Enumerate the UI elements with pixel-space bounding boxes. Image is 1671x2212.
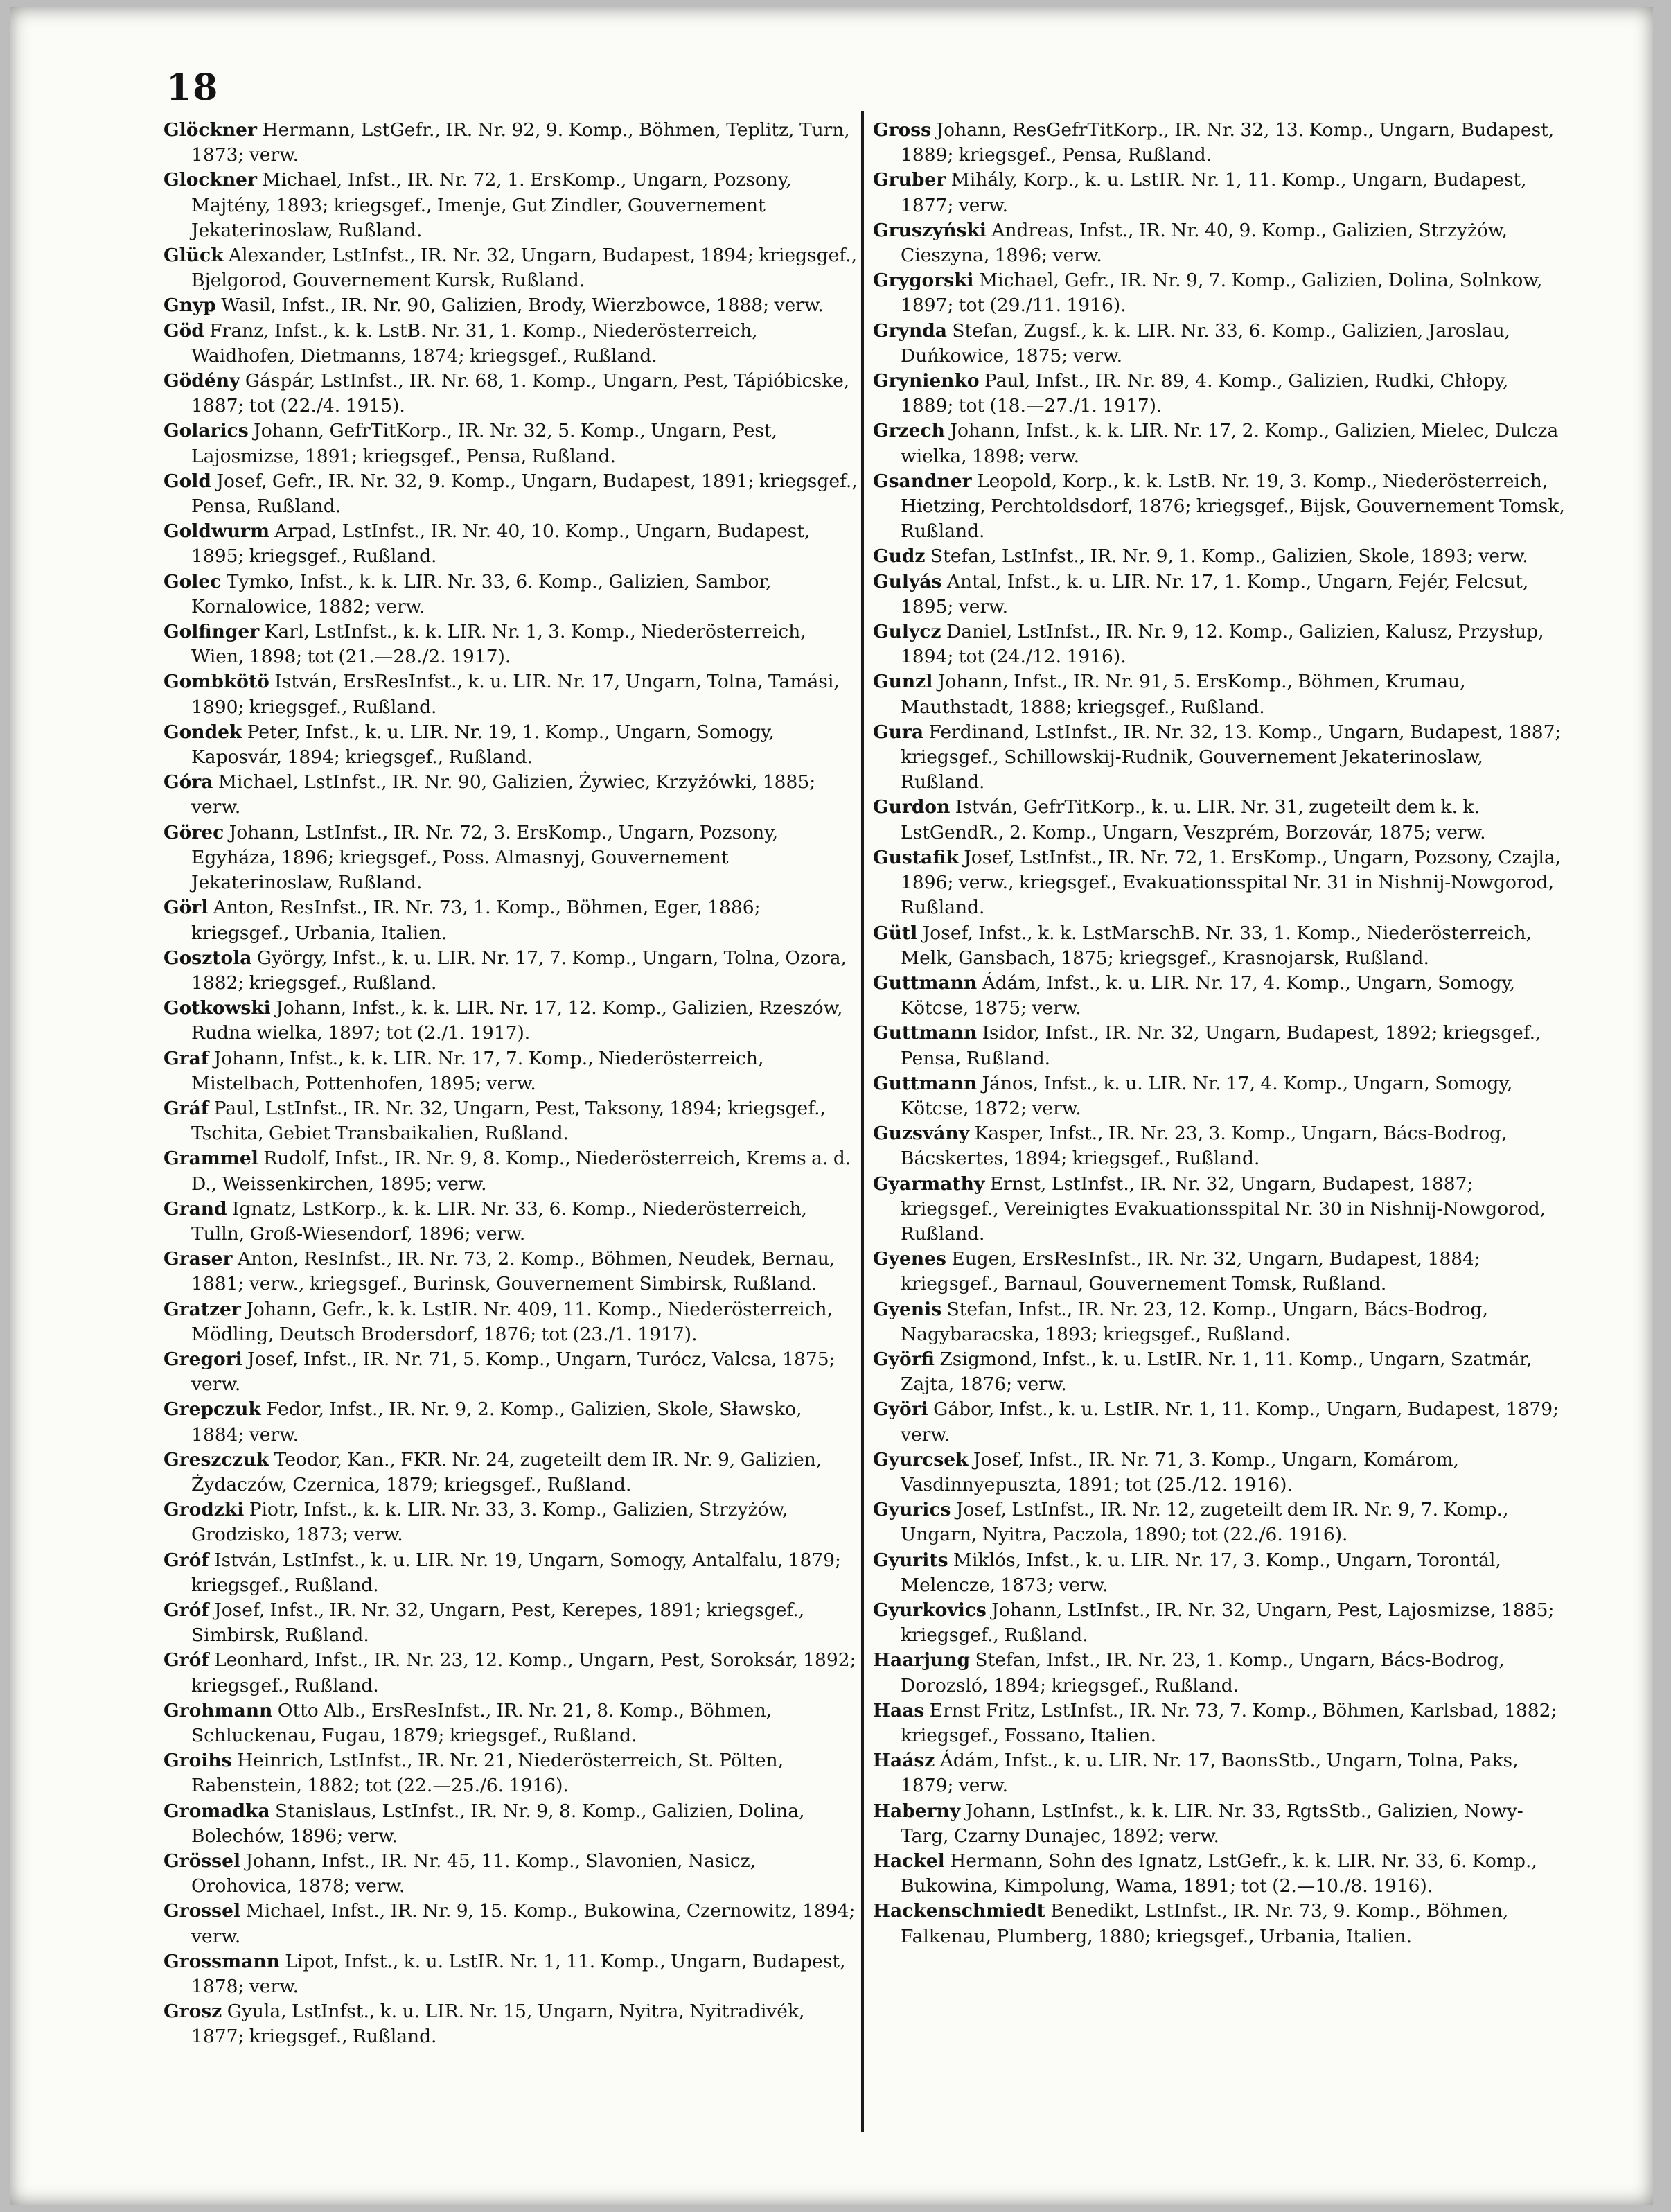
casualty-entry	[873, 1297, 1566, 1347]
casualty-entry	[873, 971, 1566, 1021]
entry-details: Johann, Infst., k. k. LIR. Nr. 17, 12. Komp., Galizien, Rzeszów, Rudna wielka, 1897; tot (2./1. 1917).	[191, 997, 843, 1044]
entry-surname: Gyenes	[873, 1248, 946, 1270]
casualty-entry	[163, 1548, 858, 1598]
entry-details: Johann, GefrTitKorp., IR. Nr. 32, 5. Komp., Ungarn, Pest, Lajosmizse, 1891; kriegsgef., Pensa, Rußland.	[191, 420, 778, 467]
entry-surname: Gratzer	[163, 1298, 241, 1320]
page-number: 18	[166, 67, 220, 109]
column-divider	[861, 111, 864, 2132]
entry-details: Ernst Fritz, LstInfst., IR. Nr. 73, 7. Komp., Böhmen, Karlsbad, 1882; kriegsgef., Fossano, Italien.	[901, 1699, 1557, 1746]
entry-surname: Golfinger	[163, 621, 260, 643]
entry-details: Andreas, Infst., IR. Nr. 40, 9. Komp., Galizien, Strzyżów, Cieszyna, 1896; verw.	[901, 219, 1508, 267]
casualty-entry	[873, 1247, 1566, 1297]
entry-details: Alexander, LstInfst., IR. Nr. 32, Ungarn, Budapest, 1894; kriegsgef., Bjelgorod, Gouvernement Kursk, Rußland.	[191, 245, 857, 292]
entry-details: Josef, Gefr., IR. Nr. 32, 9. Komp., Ungarn, Budapest, 1891; kriegsgef., Pensa, Rußland.	[191, 470, 858, 518]
entry-details: Ferdinand, LstInfst., IR. Nr. 32, 13. Komp., Ungarn, Budapest, 1887; kriegsgef., Schillowskij-Rudnik, Gouvernement Jekaterinoslaw, Rußland.	[901, 721, 1562, 793]
entry-details: Josef, Infst., IR. Nr. 32, Ungarn, Pest, Kerepes, 1891; kriegsgef., Simbirsk, Rußland.	[191, 1599, 805, 1647]
entry-surname: Haberny	[873, 1800, 961, 1822]
casualty-entry	[163, 1799, 858, 1849]
casualty-entry	[163, 1146, 858, 1196]
entry-surname: Gold	[163, 470, 211, 492]
entry-surname: Grodzki	[163, 1499, 245, 1521]
casualty-entry	[873, 1397, 1566, 1447]
entry-details: Ernst, LstInfst., IR. Nr. 32, Ungarn, Budapest, 1887; kriegsgef., Vereinigtes Evakuationsspital Nr. 30 in Nishnij-Nowgorod, Rußland.	[901, 1173, 1546, 1245]
entry-details: Leonhard, Infst., IR. Nr. 23, 12. Komp., Ungarn, Pest, Soroksár, 1892; kriegsgef., Rußland.	[191, 1649, 856, 1696]
entry-surname: Gustafik	[873, 846, 959, 868]
casualty-entry	[163, 1247, 858, 1297]
entry-details: Josef, LstInfst., IR. Nr. 12, zugeteilt dem IR. Nr. 9, 7. Komp., Ungarn, Nyitra, Paczola, 1890; tot (22./6. 1916).	[901, 1499, 1509, 1546]
entry-surname: Grössel	[163, 1850, 241, 1872]
entry-surname: Gondek	[163, 721, 242, 743]
entry-details: Zsigmond, Infst., k. u. LstIR. Nr. 1, 11. Komp., Ungarn, Szatmár, Zajta, 1876; verw.	[901, 1348, 1532, 1396]
entry-surname: Guttmann	[873, 1022, 978, 1044]
casualty-entry	[873, 319, 1566, 369]
entry-surname: Gregori	[163, 1348, 242, 1370]
entry-surname: Haász	[873, 1750, 935, 1772]
casualty-entry	[873, 1347, 1566, 1397]
entry-details: Tymko, Infst., k. k. LIR. Nr. 33, 6. Komp., Galizien, Sambor, Kornalowice, 1882; verw.	[191, 570, 772, 617]
casualty-entry	[163, 1347, 858, 1397]
entry-details: Michael, Gefr., IR. Nr. 9, 7. Komp., Galizien, Dolina, Solnkow, 1897; tot (29./11. 1916).	[901, 270, 1543, 317]
entry-details: Ignatz, LstKorp., k. k. LIR. Nr. 33, 6. Komp., Niederösterreich, Tulln, Groß-Wiesendorf, 1896; verw.	[191, 1197, 808, 1245]
entry-surname: Gross	[873, 119, 932, 141]
entry-surname: Göd	[163, 319, 204, 342]
entry-surname: Greszczuk	[163, 1448, 269, 1471]
entry-surname: Gulyás	[873, 570, 942, 592]
entry-details: Ádám, Infst., k. u. LIR. Nr. 17, 4. Komp., Ungarn, Somogy, Kötcse, 1875; verw.	[901, 972, 1516, 1019]
entry-surname: Guzsvány	[873, 1123, 970, 1145]
entry-surname: Gulycz	[873, 621, 941, 643]
entry-details: Otto Alb., ErsResInfst., IR. Nr. 21, 8. Komp., Böhmen, Schluckenau, Fugau, 1879; kriegsgef., Rußland.	[191, 1699, 772, 1746]
casualty-entry	[163, 1096, 858, 1146]
entry-details: Michael, LstInfst., IR. Nr. 90, Galizien, Żywiec, Krzyżówki, 1885; verw.	[191, 771, 816, 818]
entry-details: Michael, Infst., IR. Nr. 72, 1. ErsKomp., Ungarn, Pozsony, Majtény, 1893; kriegsgef., Imenje, Gut Zindler, Gouvernement Jekaterinoslaw, Rußland.	[191, 169, 792, 241]
entry-surname: Haas	[873, 1699, 925, 1721]
casualty-entry	[163, 1748, 858, 1798]
casualty-entry	[873, 419, 1566, 468]
entry-details: Gyula, LstInfst., k. u. LIR. Nr. 15, Ungarn, Nyitra, Nyitradivék, 1877; kriegsgef., Rußland.	[191, 2001, 805, 2048]
entry-surname: Haarjung	[873, 1649, 970, 1671]
entry-details: Anton, ResInfst., IR. Nr. 73, 1. Komp., Böhmen, Eger, 1886; kriegsgef., Urbania, Italien.	[191, 897, 761, 944]
entry-details: Franz, Infst., k. k. LstB. Nr. 31, 1. Komp., Niederösterreich, Waidhofen, Dietmanns, 1874; kriegsgef., Rußland.	[191, 319, 758, 367]
entry-surname: Grohmann	[163, 1699, 273, 1721]
entry-details: Johann, LstInfst., IR. Nr. 32, Ungarn, Pest, Lajosmizse, 1885; kriegsgef., Rußland.	[901, 1599, 1555, 1647]
entry-surname: Gróf	[163, 1549, 209, 1571]
entry-surname: Hackenschmiedt	[873, 1900, 1045, 1922]
casualty-entry	[873, 268, 1566, 318]
casualty-entry	[163, 1397, 858, 1447]
entry-details: Stanislaus, LstInfst., IR. Nr. 9, 8. Komp., Galizien, Dolina, Bolechów, 1896; verw.	[191, 1800, 805, 1847]
entry-details: Heinrich, LstInfst., IR. Nr. 21, Niederösterreich, St. Pölten, Rabenstein, 1882; tot (22.—25./6. 1916).	[191, 1750, 784, 1797]
casualty-entry	[163, 946, 858, 996]
entry-details: Johann, Infst., k. k. LIR. Nr. 17, 2. Komp., Galizien, Mielec, Dulcza wielka, 1898; verw.	[901, 420, 1559, 467]
entry-surname: Glück	[163, 245, 224, 267]
casualty-entry	[873, 168, 1566, 218]
entry-surname: Gyurkovics	[873, 1599, 987, 1621]
entry-details: Johann, Infst., IR. Nr. 45, 11. Komp., Slavonien, Nasicz, Orohovica, 1878; verw.	[191, 1850, 757, 1897]
entry-surname: Hackel	[873, 1850, 945, 1872]
entry-details: Arpad, LstInfst., IR. Nr. 40, 10. Komp., Ungarn, Budapest, 1895; kriegsgef., Rußland.	[191, 520, 811, 568]
casualty-entry	[163, 1197, 858, 1247]
entry-details: Wasil, Infst., IR. Nr. 90, Galizien, Brody, Wierzbowce, 1888; verw.	[221, 295, 824, 317]
entry-details: Gábor, Infst., k. u. LstIR. Nr. 1, 11. Komp., Ungarn, Budapest, 1879; verw.	[901, 1398, 1559, 1446]
entry-surname: Grygorski	[873, 270, 974, 292]
casualty-entry	[873, 570, 1566, 620]
entry-details: Peter, Infst., k. u. LIR. Nr. 19, 1. Komp., Ungarn, Somogy, Kaposvár, 1894; kriegsgef., Rußland.	[191, 721, 775, 769]
casualty-entry	[163, 369, 858, 419]
entry-details: Michael, Infst., IR. Nr. 9, 15. Komp., Bukowina, Czernowitz, 1894; verw.	[191, 1900, 856, 1947]
entry-details: Stefan, Zugsf., k. k. LIR. Nr. 33, 6. Komp., Galizien, Jaroslau, Duńkowice, 1875; verw.	[901, 319, 1511, 367]
casualty-entry	[163, 118, 858, 168]
casualty-entry	[163, 243, 858, 293]
entry-details: Hermann, Sohn des Ignatz, LstGefr., k. k. LIR. Nr. 33, 6. Komp., Bukowina, Kimpolung, Wama, 1891; tot (2.—10./8. 1916).	[901, 1850, 1537, 1897]
left-column	[163, 118, 858, 2050]
entry-details: Gáspár, LstInfst., IR. Nr. 68, 1. Komp., Ungarn, Pest, Tápióbicske, 1887; tot (22./4. 1915).	[191, 370, 850, 417]
right-column	[873, 118, 1566, 1949]
casualty-entry	[163, 895, 858, 945]
casualty-entry	[873, 1498, 1566, 1547]
entry-details: Teodor, Kan., FKR. Nr. 24, zugeteilt dem IR. Nr. 9, Galizien, Żydaczów, Czernica, 1879; kriegsgef., Rußland.	[191, 1448, 822, 1495]
entry-details: Antal, Infst., k. u. LIR. Nr. 17, 1. Komp., Ungarn, Fejér, Felcsut, 1895; verw.	[901, 570, 1529, 617]
entry-details: Rudolf, Infst., IR. Nr. 9, 8. Komp., Niederösterreich, Krems a. d. D., Weissenkirchen, 1895; verw.	[191, 1148, 851, 1195]
casualty-entry	[873, 720, 1566, 796]
entry-details: János, Infst., k. u. LIR. Nr. 17, 4. Komp., Ungarn, Somogy, Kötcse, 1872; verw.	[901, 1072, 1513, 1119]
casualty-entry	[873, 620, 1566, 669]
casualty-entry	[163, 1949, 858, 1999]
entry-surname: Grossmann	[163, 1950, 280, 1972]
casualty-entry	[163, 1448, 858, 1498]
entry-details: Benedikt, LstInfst., IR. Nr. 73, 9. Komp., Böhmen, Falkenau, Plumberg, 1880; kriegsgef., Urbania, Italien.	[901, 1900, 1509, 1947]
document-page	[10, 7, 1653, 2205]
entry-surname: Góra	[163, 771, 213, 793]
entry-details: Josef, Infst., k. k. LstMarschB. Nr. 33, 1. Komp., Niederösterreich, Melk, Gansbach, 1875; kriegsgef., Krasnojarsk, Rußland.	[901, 922, 1532, 969]
entry-surname: Grammel	[163, 1148, 258, 1170]
entry-details: Paul, Infst., IR. Nr. 89, 4. Komp., Galizien, Rudki, Chłopy, 1889; tot (18.—27./1. 1917).	[901, 370, 1509, 417]
entry-details: Josef, LstInfst., IR. Nr. 72, 1. ErsKomp., Ungarn, Pozsony, Czajla, 1896; verw., kriegsgef., Evakuationsspital Nr. 31 in Nishnij-Nowgorod, Rußland.	[901, 846, 1562, 919]
entry-surname: Graser	[163, 1248, 233, 1270]
entry-surname: Gruber	[873, 169, 946, 191]
entry-surname: Gombkötö	[163, 671, 269, 693]
casualty-entry	[163, 1999, 858, 2049]
casualty-entry	[163, 293, 858, 318]
casualty-entry	[873, 1849, 1566, 1899]
casualty-entry	[873, 1448, 1566, 1498]
entry-surname: Gosztola	[163, 947, 252, 969]
entry-surname: Grynienko	[873, 370, 980, 392]
casualty-entry	[873, 669, 1566, 719]
entry-details: Johann, Gefr., k. k. LstIR. Nr. 409, 11. Komp., Niederösterreich, Mödling, Deutsch Brodersdorf, 1876; tot (23./1. 1917).	[191, 1298, 833, 1345]
entry-details: Mihály, Korp., k. u. LstIR. Nr. 1, 11. Komp., Ungarn, Budapest, 1877; verw.	[901, 169, 1527, 216]
entry-surname: Görl	[163, 897, 209, 919]
entry-surname: Gudz	[873, 545, 926, 568]
casualty-entry	[873, 218, 1566, 268]
casualty-entry	[163, 1698, 858, 1748]
casualty-entry	[873, 845, 1566, 921]
casualty-entry	[163, 469, 858, 519]
entry-details: Johann, ResGefrTitKorp., IR. Nr. 32, 13. Komp., Ungarn, Budapest, 1889; kriegsgef., Pensa, Rußland.	[901, 119, 1555, 166]
casualty-entry	[873, 1598, 1566, 1648]
casualty-entry	[163, 570, 858, 620]
casualty-entry	[163, 1498, 858, 1547]
entry-details: Hermann, LstGefr., IR. Nr. 92, 9. Komp., Böhmen, Teplitz, Turn, 1873; verw.	[191, 119, 850, 166]
entry-surname: Gotkowski	[163, 997, 271, 1019]
entry-details: Kasper, Infst., IR. Nr. 23, 3. Komp., Ungarn, Bács-Bodrog, Bácskertes, 1894; kriegsgef., Rußland.	[901, 1123, 1508, 1170]
casualty-entry	[873, 1648, 1566, 1698]
casualty-entry	[873, 1748, 1566, 1798]
casualty-entry	[163, 620, 858, 669]
entry-surname: Groihs	[163, 1750, 232, 1772]
entry-surname: Graf	[163, 1047, 209, 1069]
entry-details: Paul, LstInfst., IR. Nr. 32, Ungarn, Pest, Taksony, 1894; kriegsgef., Tschita, Gebiet Transbaikalien, Rußland.	[191, 1097, 826, 1145]
casualty-entry	[163, 820, 858, 896]
entry-surname: Gura	[873, 721, 924, 743]
casualty-entry	[873, 369, 1566, 419]
entry-surname: Gunzl	[873, 671, 933, 693]
casualty-entry	[873, 1548, 1566, 1598]
entry-details: Stefan, Infst., IR. Nr. 23, 12. Komp., Ungarn, Bács-Bodrog, Nagybaracska, 1893; kriegsgef., Rußland.	[901, 1298, 1488, 1345]
casualty-entry	[163, 1899, 858, 1949]
entry-surname: Glockner	[163, 169, 257, 191]
entry-surname: Gütl	[873, 922, 918, 944]
casualty-entry	[163, 1648, 858, 1698]
entry-details: Isidor, Infst., IR. Nr. 32, Ungarn, Budapest, 1892; kriegsgef., Pensa, Rußland.	[901, 1022, 1541, 1069]
entry-surname: Grossel	[163, 1900, 241, 1922]
entry-surname: Gromadka	[163, 1800, 270, 1822]
entry-details: Johann, Infst., k. k. LIR. Nr. 17, 7. Komp., Niederösterreich, Mistelbach, Pottenhofen, 1895; verw.	[191, 1047, 764, 1094]
entry-details: Josef, Infst., IR. Nr. 71, 5. Komp., Ungarn, Turócz, Valcsa, 1875; verw.	[191, 1348, 836, 1396]
entry-surname: Grand	[163, 1197, 227, 1220]
entry-details: István, LstInfst., k. u. LIR. Nr. 19, Ungarn, Somogy, Antalfalu, 1879; kriegsgef., Rußland.	[191, 1549, 841, 1596]
entry-details: Johann, LstInfst., IR. Nr. 72, 3. ErsKomp., Ungarn, Pozsony, Egyháza, 1896; kriegsgef., Poss. Almasnyj, Gouvernement Jekaterinoslaw, Rußland.	[191, 821, 779, 894]
casualty-entry	[163, 168, 858, 243]
casualty-entry	[873, 469, 1566, 545]
entry-details: György, Infst., k. u. LIR. Nr. 17, 7. Komp., Ungarn, Tolna, Ozora, 1882; kriegsgef., Rußland.	[191, 947, 847, 994]
entry-details: Josef, Infst., IR. Nr. 71, 3. Komp., Ungarn, Komárom, Vasdinnyepuszta, 1891; tot (25./12. 1916).	[901, 1448, 1460, 1495]
entry-surname: Gurdon	[873, 796, 951, 818]
entry-details: Stefan, LstInfst., IR. Nr. 9, 1. Komp., Galizien, Skole, 1893; verw.	[930, 545, 1528, 568]
entry-surname: Gödény	[163, 370, 240, 392]
entry-surname: Guttmann	[873, 1072, 978, 1094]
casualty-entry	[873, 1899, 1566, 1949]
entry-surname: Gráf	[163, 1097, 209, 1119]
entry-surname: Goldwurm	[163, 520, 269, 543]
casualty-entry	[873, 795, 1566, 845]
casualty-entry	[873, 1799, 1566, 1849]
casualty-entry	[163, 419, 858, 468]
entry-surname: Golec	[163, 570, 222, 592]
casualty-entry	[873, 118, 1566, 168]
casualty-entry	[873, 1021, 1566, 1071]
entry-details: Eugen, ErsResInfst., IR. Nr. 32, Ungarn, Budapest, 1884; kriegsgef., Barnaul, Gouvernement Tomsk, Rußland.	[901, 1248, 1480, 1295]
entry-details: Leopold, Korp., k. k. LstB. Nr. 19, 3. Komp., Niederösterreich, Hietzing, Perchtoldsdorf, 1876; kriegsgef., Bijsk, Gouvernement Tomsk, Rußland.	[901, 470, 1565, 543]
casualty-entry	[163, 1598, 858, 1648]
entry-details: Johann, Infst., IR. Nr. 91, 5. ErsKomp., Böhmen, Krumau, Mauthstadt, 1888; kriegsgef., Rußland.	[901, 671, 1466, 718]
entry-surname: Görec	[163, 821, 224, 843]
casualty-entry	[163, 770, 858, 820]
entry-details: Lipot, Infst., k. u. LstIR. Nr. 1, 11. Komp., Ungarn, Budapest, 1878; verw.	[191, 1950, 846, 1998]
casualty-entry	[873, 1698, 1566, 1748]
entry-surname: Gsandner	[873, 470, 972, 492]
entry-surname: Gyurits	[873, 1549, 948, 1571]
casualty-entry	[163, 1849, 858, 1899]
entry-surname: Gyarmathy	[873, 1173, 985, 1195]
entry-surname: Gróf	[163, 1599, 209, 1621]
entry-surname: Gnyp	[163, 295, 216, 317]
casualty-entry	[163, 519, 858, 569]
entry-details: Miklós, Infst., k. u. LIR. Nr. 17, 3. Komp., Ungarn, Torontál, Melencze, 1873; verw.	[901, 1549, 1501, 1596]
casualty-entry	[163, 1297, 858, 1347]
entry-surname: Gyurcsek	[873, 1448, 969, 1471]
entry-details: Anton, ResInfst., IR. Nr. 73, 2. Komp., Böhmen, Neudek, Bernau, 1881; verw., kriegsgef., Burinsk, Gouvernement Simbirsk, Rußland.	[191, 1248, 836, 1295]
entry-surname: Grynda	[873, 319, 947, 342]
casualty-entry	[873, 1071, 1566, 1121]
casualty-entry	[163, 669, 858, 719]
entry-surname: Gróf	[163, 1649, 209, 1671]
casualty-entry	[163, 996, 858, 1046]
casualty-entry	[163, 720, 858, 770]
entry-details: Fedor, Infst., IR. Nr. 9, 2. Komp., Galizien, Skole, Sławsko, 1884; verw.	[191, 1398, 802, 1446]
entry-details: István, GefrTitKorp., k. u. LIR. Nr. 31, zugeteilt dem k. k. LstGendR., 2. Komp., Ungarn, Veszprém, Borzovár, 1875; verw.	[901, 796, 1486, 843]
entry-surname: Guttmann	[873, 972, 978, 994]
entry-details: István, ErsResInfst., k. u. LIR. Nr. 17, Ungarn, Tolna, Tamási, 1890; kriegsgef., Rußland.	[191, 671, 840, 718]
entry-surname: Gyurics	[873, 1499, 951, 1521]
entry-details: Stefan, Infst., IR. Nr. 23, 1. Komp., Ungarn, Bács-Bodrog, Dorozsló, 1894; kriegsgef., Rußland.	[901, 1649, 1505, 1696]
casualty-entry	[873, 1172, 1566, 1247]
entry-surname: Glöckner	[163, 119, 257, 141]
casualty-entry	[873, 921, 1566, 971]
casualty-entry	[163, 1046, 858, 1096]
entry-surname: Gyenis	[873, 1298, 942, 1320]
entry-surname: Grosz	[163, 2001, 222, 2023]
casualty-entry	[873, 1121, 1566, 1171]
entry-details: Johann, LstInfst., k. k. LIR. Nr. 33, RgtsStb., Galizien, Nowy-Targ, Czarny Dunajec, 1892; verw.	[901, 1800, 1523, 1847]
entry-surname: Györi	[873, 1398, 928, 1421]
casualty-entry	[873, 544, 1566, 569]
entry-surname: Györfi	[873, 1348, 935, 1370]
entry-details: Ádám, Infst., k. u. LIR. Nr. 17, BaonsStb., Ungarn, Tolna, Paks, 1879; verw.	[901, 1750, 1519, 1797]
entry-details: Karl, LstInfst., k. k. LIR. Nr. 1, 3. Komp., Niederösterreich, Wien, 1898; tot (21.—28./2. 1917).	[191, 621, 806, 668]
entry-surname: Grepczuk	[163, 1398, 261, 1421]
entry-surname: Gruszyński	[873, 219, 987, 241]
entry-surname: Golarics	[163, 420, 249, 442]
entry-surname: Grzech	[873, 420, 945, 442]
entry-details: Piotr, Infst., k. k. LIR. Nr. 33, 3. Komp., Galizien, Strzyżów, Grodzisko, 1873; verw.	[191, 1499, 788, 1546]
casualty-entry	[163, 319, 858, 369]
entry-details: Daniel, LstInfst., IR. Nr. 9, 12. Komp., Galizien, Kalusz, Przysłup, 1894; tot (24./12. 1916).	[901, 621, 1544, 668]
